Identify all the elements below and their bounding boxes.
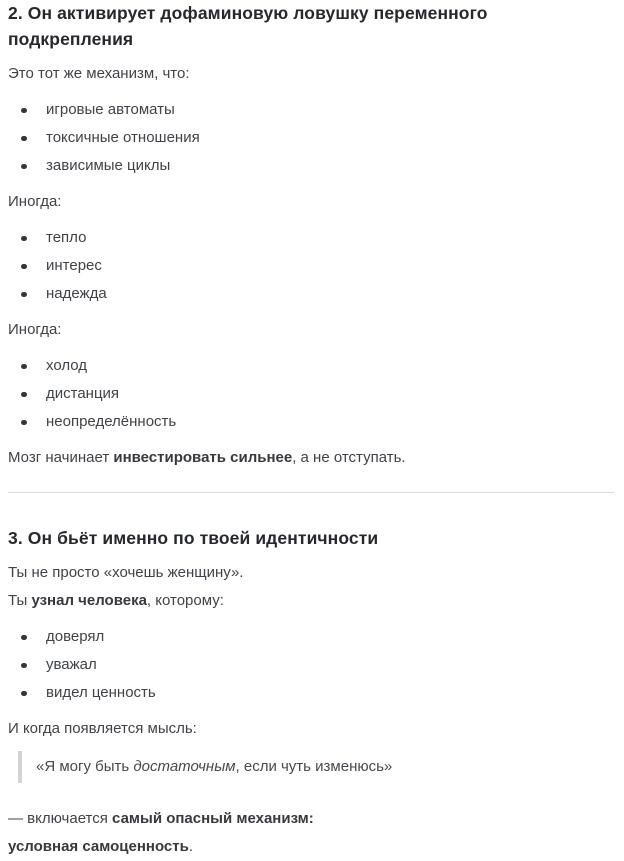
quote-prefix: «Я могу быть — [36, 758, 134, 775]
section-divider — [8, 492, 614, 493]
identity-paragraph — [8, 559, 614, 615]
list-item: дистанция — [16, 380, 614, 408]
identity-line-2-prefix: Ты — [8, 592, 32, 609]
result-bold: самый опасный механизм: — [112, 810, 314, 827]
conclusion-suffix: , а не отступать. — [292, 449, 406, 466]
list-item: игровые автоматы — [16, 96, 614, 124]
section-2-conclusion — [8, 444, 614, 472]
section-3-heading: 3. Он бьёт именно по твоей идентичности — [8, 528, 379, 548]
result-paragraph — [8, 805, 614, 861]
quote-suffix: , если чуть изменюсь» — [235, 758, 393, 775]
sometimes-cold-list — [8, 352, 614, 436]
result-prefix: — включается — [8, 810, 113, 827]
identity-line-2-bold: узнал человека — [31, 592, 147, 609]
list-item: токсичные отношения — [16, 124, 614, 152]
section-2-intro: Это тот же механизм, что: — [8, 65, 190, 82]
sometimes-label-2: Иногда: — [8, 321, 62, 338]
list-item: надежда — [16, 280, 614, 308]
identity-list — [8, 623, 614, 707]
mechanism-examples-list — [8, 96, 614, 180]
conclusion-bold: инвестировать сильнее — [113, 449, 293, 466]
list-item: холод — [16, 352, 614, 380]
list-item: зависимые циклы — [16, 152, 614, 180]
section-2-heading: 2. Он активирует дофаминовую ловушку переменного подкрепления — [8, 3, 488, 49]
quote-italic: достаточным — [133, 758, 236, 775]
conclusion-prefix: Мозг начинает — [8, 449, 114, 466]
list-item: доверял — [16, 623, 614, 651]
sometimes-label-1: Иногда: — [8, 193, 62, 210]
sometimes-warm-list — [8, 224, 614, 308]
list-item: тепло — [16, 224, 614, 252]
result-line-2-suffix: . — [188, 838, 194, 855]
identity-line-1: Ты не просто «хочешь женщину». — [8, 564, 244, 581]
identity-line-2-suffix: , которому: — [146, 592, 224, 609]
quote-block — [18, 751, 614, 783]
list-item: уважал — [16, 651, 614, 679]
list-item: интерес — [16, 252, 614, 280]
list-item: неопределённость — [16, 408, 614, 436]
thought-intro: И когда появляется мысль: — [8, 720, 197, 737]
list-item: видел ценность — [16, 679, 614, 707]
result-line-2-bold: условная самоценность — [8, 838, 189, 855]
